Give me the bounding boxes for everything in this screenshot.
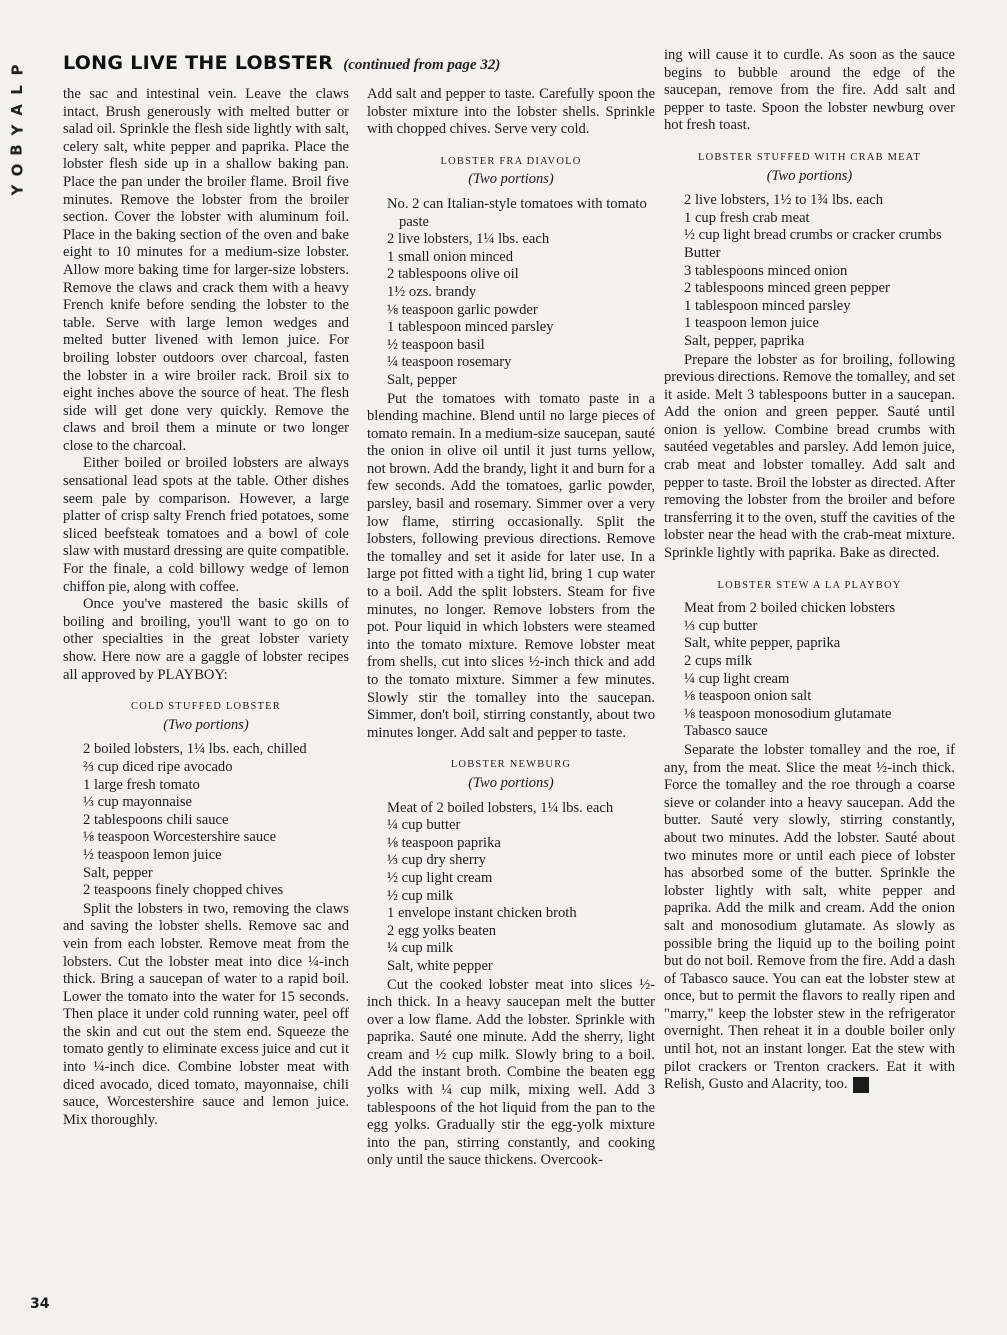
ingredient: ¼ cup butter: [387, 817, 461, 834]
magazine-spine: [6, 60, 28, 200]
column-2: [367, 86, 655, 1170]
spine-letter: Y: [8, 184, 26, 196]
ingredient: 1½ ozs. brandy: [387, 283, 477, 300]
ingredient: 2 tablespoons olive oil: [387, 266, 519, 283]
ingredient: Salt, pepper: [387, 371, 457, 388]
ingredient: ¼ cup milk: [387, 940, 454, 957]
recipe-method-text: Separate the lobster tomalley and the roe, if any, from the meat. Slice the meat ½-inch thick. Force the tomalley and the roe through a coarse sieve or colander into a heavy saucepan. Add the butter. Sauté very slowly, stirring constantly, about two minutes. Add the lobster. Sauté about two minutes more or until each piece of lobster has absorbed some of the butter. Sprinkle the lobster lightly with salt, white pepper and paprika. Add the milk and cream. Add the onion salt and monosodium glutamate. As slowly as possible bring the liquid up to the boiling point but do not boil. Remove from the fire. Add a dash of Tabasco sauce. You can eat the lobster stew at once, but to permit the flavors to really ripen and "marry," keep the lobster stew in the refrigerator overnight. Then reheat it in a double boiler only until hot, not an instant longer. Eat the stew with pilot crackers or Trenton crackers. Eat it with Relish, Gusto and Alacrity, too.: [664, 741, 956, 1093]
spine-letter: O: [7, 163, 26, 177]
ingredient: Salt, pepper: [83, 864, 153, 881]
ingredient: 2 tablespoons chili sauce: [83, 811, 229, 828]
ingredient: Salt, white pepper: [387, 957, 493, 974]
recipe-title: LOBSTER FRA DIAVOLO: [440, 155, 582, 167]
ingredient: 2 tablespoons minced green pepper: [684, 280, 890, 297]
paragraph: Add salt and pepper to taste. Carefully spoon the lobster mixture into the lobster shells. Sprinkle with chopped chives. Serve very cold.: [367, 86, 655, 138]
ingredient: 2 boiled lobsters, 1¼ lbs. each, chilled: [83, 741, 307, 758]
ingredient: ⅓ cup dry sherry: [387, 852, 486, 869]
ingredient: ⅔ cup diced ripe avocado: [83, 758, 233, 775]
ingredient: 1 small onion minced: [387, 248, 514, 265]
ingredient: 2 teaspoons finely chopped chives: [83, 882, 284, 899]
ingredient: 1 tablespoon minced parsley: [387, 319, 554, 336]
recipe-method: Prepare the lobster as for broiling, following previous directions. Remove the tomalley, and set it aside. Melt 3 tablespoons butter in a saucepan. Add the onion and green pepper. Sauté until onion is yellow. Combine bread crumbs with sautéed vegetables and parsley. Add lemon juice, crab meat and lobster tomalley. Add salt and pepper to taste. Broil the lobster as directed. After removing the lobster from the broiler and before transferring it to the oven, stuff the cavities of the lobster near the head with the crab-meat mixture. Sprinkle lightly with paprika. Bake as directed.: [664, 351, 955, 562]
ingredient: 2 egg yolks beaten: [387, 922, 497, 939]
recipe-title: LOBSTER NEWBURG: [450, 759, 572, 771]
paragraph: ing will cause it to curdle. As soon as the sauce begins to bubble around the edge of the saucepan, remove from the fire. Add salt and pepper to taste. Spoon the lobster newburg over hot fresh toast.: [664, 47, 955, 134]
ingredient: ½ cup light bread crumbs or cracker crumbs: [684, 227, 942, 244]
ingredient: 1 teaspoon lemon juice: [684, 315, 819, 332]
ingredient: ⅛ teaspoon paprika: [387, 834, 501, 851]
ingredient: ⅓ cup butter: [684, 617, 758, 634]
page-number: 34: [30, 1296, 50, 1312]
recipe-title: COLD STUFFED LOBSTER: [130, 701, 281, 713]
ingredient-list: [63, 741, 349, 899]
ingredient: 2 live lobsters, 1¼ lbs. each: [387, 231, 550, 248]
ingredient: ⅛ teaspoon monosodium glutamate: [684, 705, 892, 722]
spine-letter: Y: [8, 124, 26, 136]
ingredient-list: [664, 600, 955, 741]
article-title: LONG LIVE THE LOBSTER: [63, 52, 334, 74]
ingredient: Butter: [684, 244, 721, 261]
ingredient: 1 envelope instant chicken broth: [387, 905, 577, 922]
paragraph: Once you've mastered the basic skills of boiling and broiling, you'll want to go on to other specialties in the great lobster variety show. Here now are a gaggle of lobster recipes all approved by PLAYBOY:: [63, 596, 349, 683]
ingredient: ½ teaspoon basil: [387, 336, 485, 353]
ingredient: ¼ teaspoon rosemary: [387, 354, 512, 371]
recipe-method: [664, 742, 955, 1094]
paragraph: Either boiled or broiled lobsters are always sensational lead spots at the table. Other dishes seem pale by comparison. However, a large platter of crisp salty French fried potatoes, some sliced beefsteak tomatoes and a bowl of cole slaw with mustard dressing are quite compatible. For the finale, a cold billowy wedge of lemon chiffon pie, along with coffee.: [63, 455, 349, 595]
recipe-method: Put the tomatoes with tomato paste in a blending machine. Blend until no large pieces of tomato remain. In a medium-size saucepan, sauté the onion in olive oil until it just turns yellow, not brown. Add the brandy, light it and burn for a few seconds. Add the tomatoes, garlic powder, parsley, basil and rosemary. Simmer over a very low flame, stirring occasionally. Split the lobsters, following previous directions. Remove the tomalley and set it aside for later use. In a large pot fitted with a tight lid, bring 1 cup water to a boil. Add the split lobsters. Steam for five minutes, no longer. Remove lobsters from the pot. Pour liquid in which lobsters were steamed into the tomato mixture. Remove lobster meat from shells, cut into slices ½-inch thick and add to the tomato mixture. Simmer a few minutes. Slowly stir the tomalley into the saucepan. Simmer, don't boil, stirring constantly, about two minutes longer. Add salt and pepper to taste.: [367, 390, 655, 741]
ingredient: ¼ cup light cream: [684, 670, 790, 687]
ingredient: ⅛ teaspoon onion salt: [684, 688, 812, 705]
ingredient: Salt, white pepper, paprika: [684, 635, 841, 652]
spine-letter: L: [8, 85, 26, 95]
ingredient-list: [664, 192, 955, 350]
recipe-serves: (Two portions): [766, 167, 853, 184]
ingredient: No. 2 can Italian-style tomatoes with tomato paste: [387, 195, 647, 230]
paragraph: the sac and intestinal vein. Leave the claws intact. Brush generously with melted butter or salad oil. Sprinkle the flesh side lightly with salt, celery salt, white pepper and paprika. Place the lobster flesh side up in a shallow baking pan. Place the pan under the broiler flame. Broil five minutes. Remove the lobster from the broiler section. Cover the lobster with aluminum foil. Place in the baking section of the oven and bake eight to 10 minutes for a medium-size lobster. Allow more baking time for larger-size lobsters. Remove the claws and crack them with a heavy French knife before sending the lobster to the table. Serve with large lemon wedges and melted butter livened with lemon juice. For broiling lobster outdoors over charcoal, fasten the lobster in a wire broiler rack. Broil six to eight inches above the source of heat. The flesh side will get done very quickly. Remove the claws and broil them a minute or two longer close to the charcoal.: [63, 86, 349, 454]
ingredient: Tabasco sauce: [684, 723, 768, 740]
end-mark-rabbit-icon: ■: [853, 1077, 869, 1093]
ingredient: 1 tablespoon minced parsley: [684, 297, 851, 314]
ingredient: ⅛ teaspoon garlic powder: [387, 301, 538, 318]
recipe-title: LOBSTER STEW A LA PLAYBOY: [717, 579, 902, 591]
ingredient: 3 tablespoons minced onion: [684, 262, 848, 279]
spine-letter: B: [8, 144, 26, 156]
ingredient: Salt, pepper, paprika: [684, 332, 805, 349]
ingredient: 2 live lobsters, 1½ to 1¾ lbs. each: [684, 192, 884, 209]
spine-letter: A: [7, 104, 26, 116]
spine-letter: P: [8, 64, 26, 76]
recipe-method: Cut the cooked lobster meat into slices ½-inch thick. In a heavy saucepan melt the butter over a low flame. Add the lobster. Sprinkle with paprika. Sauté one minute. Add the sherry, light cream and ½ cup milk. Slowly bring to a boil. Add the instant broth. Combine the beaten egg yolks with ¼ cup milk, mixing well. Add 3 tablespoons of the hot liquid from the pan to the egg yolks. Gradually stir the egg-yolk mixture into the pan, stirring constantly, and cooking only until the sauce thickens. Overcook-: [367, 976, 655, 1169]
recipe-serves: (Two portions): [468, 171, 554, 188]
ingredient: ½ cup milk: [387, 887, 454, 904]
recipe-serves: (Two portions): [163, 716, 249, 733]
recipe-serves: (Two portions): [468, 774, 554, 791]
ingredient: 2 cups milk: [684, 653, 753, 669]
ingredient: ⅓ cup mayonnaise: [83, 794, 193, 811]
article-header: [63, 52, 500, 74]
ingredient-list: [367, 196, 655, 390]
recipe-title: LOBSTER STUFFED WITH CRAB MEAT: [697, 151, 922, 163]
ingredient: 1 large fresh tomato: [83, 776, 200, 793]
ingredient: ½ cup light cream: [387, 869, 493, 886]
ingredient: 1 cup fresh crab meat: [684, 209, 810, 226]
ingredient: ½ teaspoon lemon juice: [83, 846, 222, 863]
ingredient: ⅛ teaspoon Worcestershire sauce: [83, 829, 277, 846]
ingredient: Meat from 2 boiled chicken lobsters: [684, 600, 896, 617]
column-1: [63, 86, 349, 1129]
ingredient: Meat of 2 boiled lobsters, 1¼ lbs. each: [387, 799, 614, 816]
column-3: [664, 47, 955, 1094]
continued-note: (continued from page 32): [343, 57, 501, 73]
ingredient-list: [367, 800, 655, 976]
recipe-method: Split the lobsters in two, removing the claws and saving the lobster shells. Remove sac and vein from each lobster. Remove meat from the lobsters. Cut the lobster meat into dice ¼-inch thick. Bring a saucepan of water to a rapid boil. Lower the tomato into the water for 15 seconds. Then place it under cold running water, peel off the skin and cut out the stem end. Squeeze the tomato gently to eliminate excess juice and cut it into ¼-inch dice. Combine lobster meat with diced avocado, diced tomato, mayonnaise, chili sauce, Worcestershire sauce and lemon juice. Mix thoroughly.: [63, 900, 349, 1128]
